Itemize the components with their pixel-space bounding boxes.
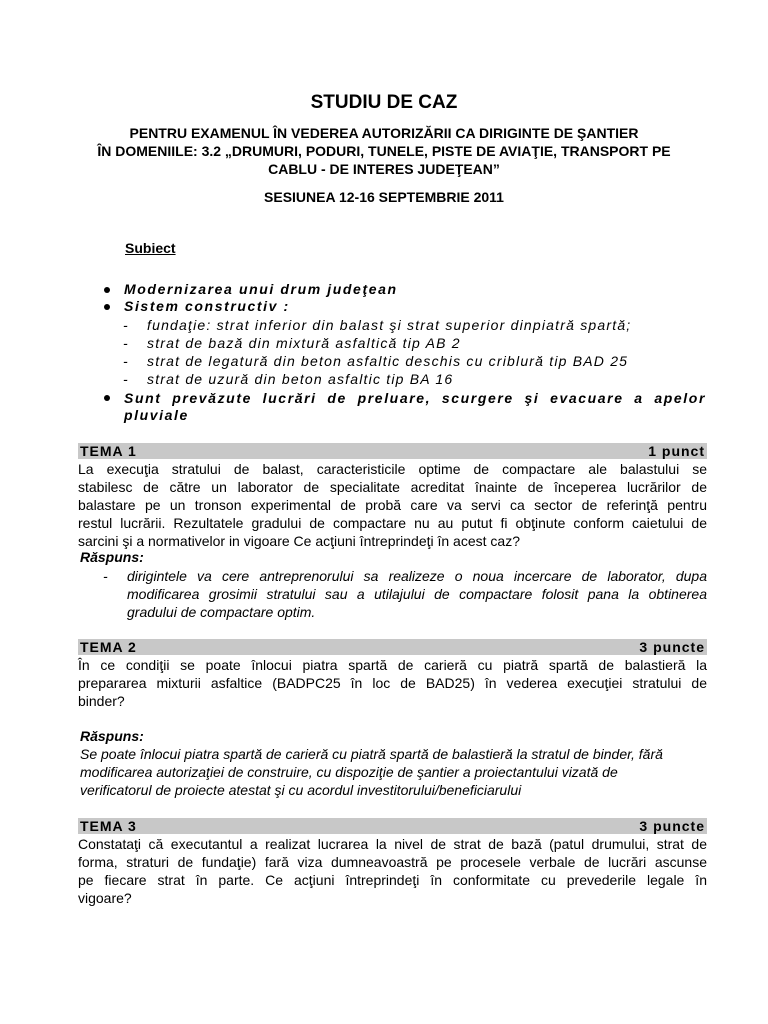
- tema-2-header: [78, 639, 707, 655]
- tema-points: 3 puncte: [639, 639, 705, 655]
- answer-line: Se poate înlocui piatra spartă de carieră cu piatră spartă de balastieră la stratul de binder, fără: [80, 746, 663, 762]
- answer-label: Răspuns:: [80, 728, 144, 744]
- dash-item-text: fundaţie: strat inferior din balast şi strat superior dinpiatră spartă;: [147, 317, 632, 333]
- tema-points: 1 punct: [648, 443, 705, 459]
- question-line: În ce condiţii se poate înlocui piatra spartă de carieră cu piatră spartă de balastieră la: [78, 657, 707, 673]
- document-title: STUDIU DE CAZ: [310, 92, 458, 113]
- dash-item-text: strat de legatură din beton asfaltic deschis cu criblură tip BAD 25: [147, 353, 629, 369]
- domain-heading-line2: CABLU - DE INTERES JUDEŢEAN”: [268, 161, 500, 177]
- tema-points: 3 puncte: [639, 818, 705, 834]
- question-line: pe fiecare strat în parte. Ce acţiuni întreprindeţi în conformitate cu prevederile legale în: [78, 872, 707, 888]
- question-line: Constataţi că executantul a realizat lucrarea la nivel de strat de bază (patul drumului, strat de: [78, 836, 707, 852]
- tema-3-question: [78, 835, 707, 907]
- question-line: sarcini şi a normativelor in vigoare Ce acţiuni întreprindeţi în acest caz?: [78, 533, 520, 549]
- subject-label: Subiect: [125, 240, 176, 256]
- question-line: La execuţia stratului de balast, caracteristicile optime de compactare ale balastului se: [78, 461, 707, 477]
- question-line: vigoare?: [78, 890, 132, 906]
- domain-heading-line1: ÎN DOMENIILE: 3.2 „DRUMURI, PODURI, TUNELE, PISTE DE AVIAŢIE, TRANSPORT PE: [97, 143, 671, 159]
- tema-1-answer: [127, 567, 707, 621]
- answer-line: gradului de compactare optim.: [127, 604, 316, 620]
- answer-line: modificarea autorizaţiei de construire, cu dispoziţie de şantier a proiectantului vizată de: [80, 764, 618, 780]
- question-line: forma, straturi de fundaţie) fară viza dumneavoastră pe procesele verbale de lucrări ascunse: [78, 854, 707, 870]
- tema-1-header: [78, 443, 707, 459]
- answer-label: Răspuns:: [80, 549, 144, 565]
- dash-item-text: strat de bază din mixtură asfaltică tip AB 2: [147, 335, 461, 351]
- bullet-dot-icon: [104, 395, 110, 401]
- tema-label: TEMA 3: [80, 818, 137, 834]
- tema-2-question: [78, 656, 707, 710]
- bullet-dot-icon: [104, 304, 110, 310]
- answer-line: verificatorul de proiecte atestat şi cu acordul investitorului/beneficiarului: [80, 782, 522, 798]
- session-heading: SESIUNEA 12-16 SEPTEMBRIE 2011: [264, 189, 504, 205]
- exam-heading: PENTRU EXAMENUL ÎN VEDEREA AUTORIZĂRII CA DIRIGINTE DE ŞANTIER: [129, 125, 639, 141]
- question-line: binder?: [78, 693, 125, 709]
- tema-label: TEMA 1: [80, 443, 137, 459]
- tema-1-question: [78, 460, 707, 550]
- tema-3-header: [78, 818, 707, 834]
- bullet-dot-icon: [104, 287, 110, 293]
- tema-label: TEMA 2: [80, 639, 137, 655]
- answer-line: dirigintele va cere antreprenorului sa realizeze o noua incercare de laborator, dupa: [127, 568, 707, 584]
- bullet-text-continued: pluviale: [124, 407, 189, 423]
- document-page: STUDIU DE CAZ PENTRU EXAMENUL ÎN VEDEREA AUTORIZĂRII CA DIRIGINTE DE ŞANTIER ÎN DOMENIILE: 3.2 „DRUMURI, PODURI, TUNELE, PISTE DE AVIAŢIE, TRANSPORT PE CABLU - DE INTERES JUDEŢEAN” SESIUNEA 12-16 SEPTEMBRIE 2011 Subiect Modernizarea unui drum judeţean Sistem constructiv : - fundaţie: strat inferior din balast şi strat superior dinpiatră spartă; - strat de bază din mixtură asfaltică tip AB 2 - strat de legatură din beton asfaltic deschis cu criblură tip BAD 25 - strat de uzură din beton asfaltic tip BA 16 Sunt prevăzute lucrări de preluare, scurgere şi evacuare a apelor pluviale TEMA 1 1 punct La execuţia stratului de balast, caracteristicile optime de compactare ale balastului se stabilesc de către un laborator de specialitate acreditat înainte de începerea lucrărilor de balastare pe un tronson experimental de probă care va servi ca sector de referinţă pentru restul lucrării. Rezultatele gradului de compactare nu au putut fi obţinute conform caietului de sarcini şi a normativelor in vigoare Ce acţiuni întreprindeţi în acest caz? Răspuns: - dirigintele va cere antreprenorului sa realizeze o noua incercare de laborator, dupa modificarea grosimii stratului sau a utilajului de compactare folosit pana la obtinerea gradului de compactare optim. TEMA 2 3 puncte În ce condiţii se poate înlocui piatra spartă de carieră cu piatră spartă de balastieră la prepararea mixturii asfaltice (BADPC25 în loc de BAD25) în vederea execuţiei stratului de binder? Răspuns: Se poate înlocui piatra spartă de carieră cu piatră spartă de balastieră la stratul de binder, fără modificarea autorizaţiei de construire, cu dispoziţie de şantier a proiectantului vizată de verificatorul de proiecte atestat şi cu acordul investitorului/beneficiarului TEMA 3 3 puncte Constataţi că executantul a realizat lucrarea la nivel de strat de bază (patul drumului, strat de forma, straturi de fundaţie) fară viza dumneavoastră pe procesele verbale de lucrări ascunse pe fiecare strat în parte. Ce acţiuni întreprindeţi în conformitate cu prevederile legale în vigoare?: [0, 0, 768, 1024]
- question-line: prepararea mixturii asfaltice (BADPC25 în loc de BAD25) în vederea execuţiei stratului de: [78, 675, 707, 691]
- dash-item-text: strat de uzură din beton asfaltic tip BA 16: [147, 371, 454, 387]
- bullet-text: Sistem constructiv :: [124, 298, 290, 314]
- answer-dash: -: [103, 568, 108, 584]
- question-line: restul lucrării. Rezultatele gradului de compactare nu au putut fi obţinute conform caietului de: [78, 515, 707, 531]
- question-line: stabilesc de către un laborator de specialitate acreditat înainte de începerea lucrărilor de: [78, 479, 707, 495]
- question-line: balastare pe un tronson experimental de probă care va servi ca sector de referinţă pentru: [78, 497, 707, 513]
- bullet-text: Modernizarea unui drum judeţean: [124, 281, 398, 297]
- tema-2-answer: [80, 745, 707, 799]
- answer-line: modificarea grosimii stratului sau a utilajului de compactare folosit pana la obtinerea: [127, 586, 707, 602]
- bullet-text: Sunt prevăzute lucrări de preluare, scurgere şi evacuare a apelor: [124, 390, 706, 406]
